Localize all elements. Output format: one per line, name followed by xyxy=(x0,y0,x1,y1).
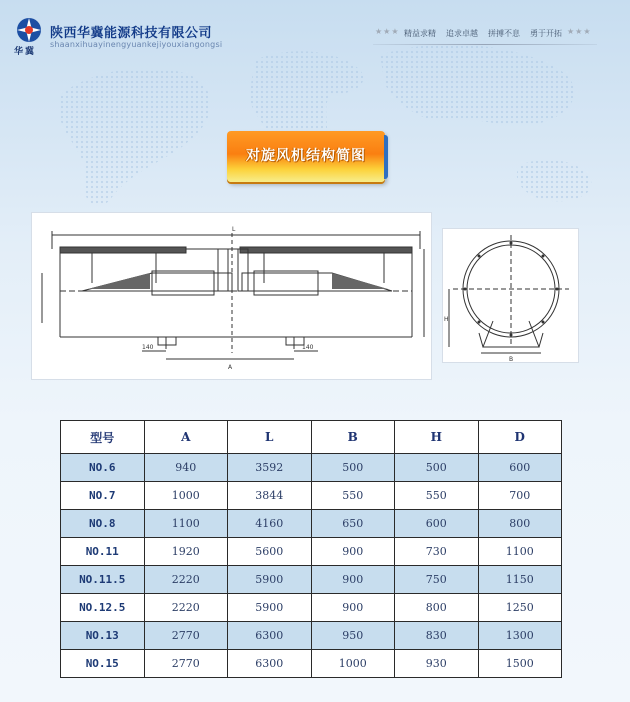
value-cell: 1300 xyxy=(478,622,562,650)
model-cell: NO.6 xyxy=(61,454,145,482)
title-badge xyxy=(227,131,385,182)
table-row xyxy=(61,650,562,678)
table-row xyxy=(61,482,562,510)
dimension-label-h: H xyxy=(444,316,449,323)
value-cell: 700 xyxy=(478,482,562,510)
model-cell: NO.8 xyxy=(61,510,145,538)
value-cell: 730 xyxy=(395,538,479,566)
value-cell: 5900 xyxy=(228,594,312,622)
value-cell: 1250 xyxy=(478,594,562,622)
spec-table xyxy=(60,420,562,678)
column-header: B xyxy=(311,421,395,454)
value-cell: 1150 xyxy=(478,566,562,594)
value-cell: 6300 xyxy=(228,622,312,650)
table-header-row xyxy=(61,421,562,454)
model-cell: NO.7 xyxy=(61,482,145,510)
fan-side-drawing xyxy=(31,212,432,380)
company-logo-icon xyxy=(13,16,45,46)
table-row xyxy=(61,454,562,482)
page-title: 对旋风机结构简图 xyxy=(246,148,366,164)
model-cell: NO.13 xyxy=(61,622,145,650)
value-cell: 550 xyxy=(311,482,395,510)
dimension-label-l: L xyxy=(232,226,236,233)
table-row xyxy=(61,510,562,538)
value-cell: 1100 xyxy=(478,538,562,566)
dimension-label-140-left: 140 xyxy=(142,344,154,351)
company-name-pinyin: shaanxihuayinengyuankejiyouxiangongsi xyxy=(50,40,223,49)
value-cell: 650 xyxy=(311,510,395,538)
value-cell: 5600 xyxy=(228,538,312,566)
value-cell: 2770 xyxy=(144,622,228,650)
value-cell: 900 xyxy=(311,594,395,622)
slogan-underline xyxy=(373,44,597,45)
value-cell: 550 xyxy=(395,482,479,510)
model-cell: NO.12.5 xyxy=(61,594,145,622)
column-header: H xyxy=(395,421,479,454)
value-cell: 950 xyxy=(311,622,395,650)
table-row xyxy=(61,594,562,622)
value-cell: 940 xyxy=(144,454,228,482)
value-cell: 2770 xyxy=(144,650,228,678)
value-cell: 4160 xyxy=(228,510,312,538)
company-name: 陕西华冀能源科技有限公司 xyxy=(50,26,213,41)
star-decoration-icon: ★★★ xyxy=(567,27,592,36)
slogan-item: 追求卓越 xyxy=(446,29,478,38)
column-header: D xyxy=(478,421,562,454)
logo-caption: 华冀 xyxy=(14,47,37,57)
model-cell: NO.11.5 xyxy=(61,566,145,594)
value-cell: 600 xyxy=(395,510,479,538)
model-cell: NO.15 xyxy=(61,650,145,678)
value-cell: 6300 xyxy=(228,650,312,678)
value-cell: 3844 xyxy=(228,482,312,510)
table-row xyxy=(61,566,562,594)
value-cell: 900 xyxy=(311,566,395,594)
value-cell: 1920 xyxy=(144,538,228,566)
value-cell: 1000 xyxy=(144,482,228,510)
value-cell: 1000 xyxy=(311,650,395,678)
slogan-item: 精益求精 xyxy=(404,29,436,38)
value-cell: 930 xyxy=(395,650,479,678)
value-cell: 750 xyxy=(395,566,479,594)
value-cell: 1100 xyxy=(144,510,228,538)
value-cell: 500 xyxy=(311,454,395,482)
value-cell: 600 xyxy=(478,454,562,482)
value-cell: 500 xyxy=(395,454,479,482)
dimension-label-a: A xyxy=(228,364,233,371)
model-cell: NO.11 xyxy=(61,538,145,566)
value-cell: 5900 xyxy=(228,566,312,594)
column-header: L xyxy=(228,421,312,454)
value-cell: 1500 xyxy=(478,650,562,678)
value-cell: 2220 xyxy=(144,566,228,594)
star-decoration-icon: ★★★ xyxy=(375,27,400,36)
slogan-item: 拼搏不息 xyxy=(488,29,520,38)
dimension-label-b: B xyxy=(509,356,514,363)
slogan-bar xyxy=(373,22,595,44)
value-cell: 800 xyxy=(478,510,562,538)
table-row xyxy=(61,538,562,566)
column-header: A xyxy=(144,421,228,454)
fan-front-drawing xyxy=(442,228,579,363)
value-cell: 830 xyxy=(395,622,479,650)
value-cell: 900 xyxy=(311,538,395,566)
value-cell: 800 xyxy=(395,594,479,622)
table-row xyxy=(61,622,562,650)
value-cell: 3592 xyxy=(228,454,312,482)
value-cell: 2220 xyxy=(144,594,228,622)
slogan-item: 勇于开拓 xyxy=(530,29,562,38)
dimension-label-140-right: 140 xyxy=(302,344,314,351)
column-header: 型号 xyxy=(61,421,145,454)
